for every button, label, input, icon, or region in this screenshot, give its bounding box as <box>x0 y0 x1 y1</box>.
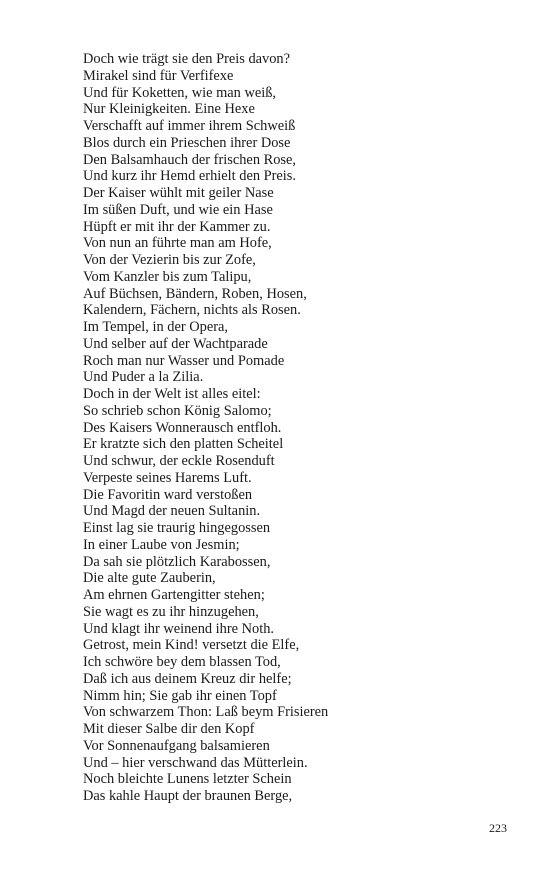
poem-line: Und Magd der neuen Sultanin. <box>83 503 261 520</box>
poem-line: Und – hier verschwand das Mütterlein. <box>83 754 308 771</box>
poem-line: Die Favoritin ward verstoßen <box>83 486 253 503</box>
poem-line: Getrost, mein Kind! versetzt die Elfe, <box>83 637 300 654</box>
poem-line: Und Puder a la Zilia. <box>83 369 204 386</box>
poem-line: In einer Laube von Jesmin; <box>83 536 240 553</box>
poem-line: Verschafft auf immer ihrem Schweiß <box>83 118 296 134</box>
poem-line: Er kratzte sich den platten Scheitel <box>83 436 284 453</box>
poem-line: Mirakel sind für Verfifexe <box>83 67 234 84</box>
poem-line: Und für Koketten, wie man weiß, <box>83 84 277 101</box>
poem-line: Am ehrnen Gartengitter stehen; <box>83 587 265 603</box>
poem-line: Da sah sie plötzlich Karabossen, <box>83 553 271 570</box>
poem-line: Im süßen Duft, und wie ein Hase <box>83 201 273 218</box>
poem-line: Vor Sonnenaufgang balsamieren <box>83 737 270 754</box>
poem-line: Mit dieser Salbe dir den Kopf <box>83 721 255 737</box>
poem-line: Den Balsamhauch der frischen Rose, <box>83 151 296 168</box>
poem-line: Von nun an führte man am Hofe, <box>83 235 272 252</box>
poem-line: Einst lag sie traurig hingegossen <box>83 520 271 536</box>
poem-line: Im Tempel, in der Opera, <box>83 319 228 335</box>
poem-line: Ich schwöre bey dem blassen Tod, <box>83 654 281 670</box>
poem-line: Vom Kanzler bis zum Talipu, <box>83 268 252 285</box>
poem-line: Daß ich aus deinem Kreuz dir helfe; <box>83 670 292 687</box>
poem-line: Das kahle Haupt der braunen Berge, <box>83 788 293 804</box>
poem-line: Und kurz ihr Hemd erhielt den Preis. <box>83 168 297 185</box>
poem-line: Von der Vezierin bis zur Zofe, <box>83 252 256 268</box>
poem-line: Und klagt ihr weinend ihre Noth. <box>83 620 275 637</box>
poem-line: Sie wagt es zu ihr hinzugehen, <box>83 603 259 620</box>
page-number: 223 <box>489 821 507 835</box>
poem-line: Verpeste seines Harems Luft. <box>83 469 252 486</box>
poem-text <box>83 51 328 805</box>
poem-line: Die alte gute Zauberin, <box>83 570 216 587</box>
poem-line: Roch man nur Wasser und Pomade <box>83 352 285 369</box>
poem-line: Nimm hin; Sie gab ihr einen Topf <box>83 687 277 704</box>
poem-line: Von schwarzem Thon: Laß beym Frisieren <box>83 704 329 721</box>
poem-line: Und schwur, der eckle Rosenduft <box>83 453 275 469</box>
poem-line: Doch wie trägt sie den Preis davon? <box>83 51 291 67</box>
poem-line: So schrieb schon König Salomo; <box>83 402 272 419</box>
poem-line: Auf Büchsen, Bändern, Roben, Hosen, <box>83 285 307 302</box>
poem-line: Blos durch ein Prieschen ihrer Dose <box>83 134 291 151</box>
poem-line: Nur Kleinigkeiten. Eine Hexe <box>83 101 255 118</box>
poem-line: Doch in der Welt ist alles eitel: <box>83 386 261 402</box>
poem-line: Kalendern, Fächern, nichts als Rosen. <box>83 302 301 319</box>
poem-line: Und selber auf der Wachtparade <box>83 335 268 352</box>
poem-line: Der Kaiser wühlt mit geiler Nase <box>83 185 274 201</box>
poem-line: Des Kaisers Wonnerausch entfloh. <box>83 419 282 436</box>
poem-line: Hüpft er mit ihr der Kammer zu. <box>83 218 271 235</box>
poem-line: Noch bleichte Lunens letzter Schein <box>83 771 292 788</box>
